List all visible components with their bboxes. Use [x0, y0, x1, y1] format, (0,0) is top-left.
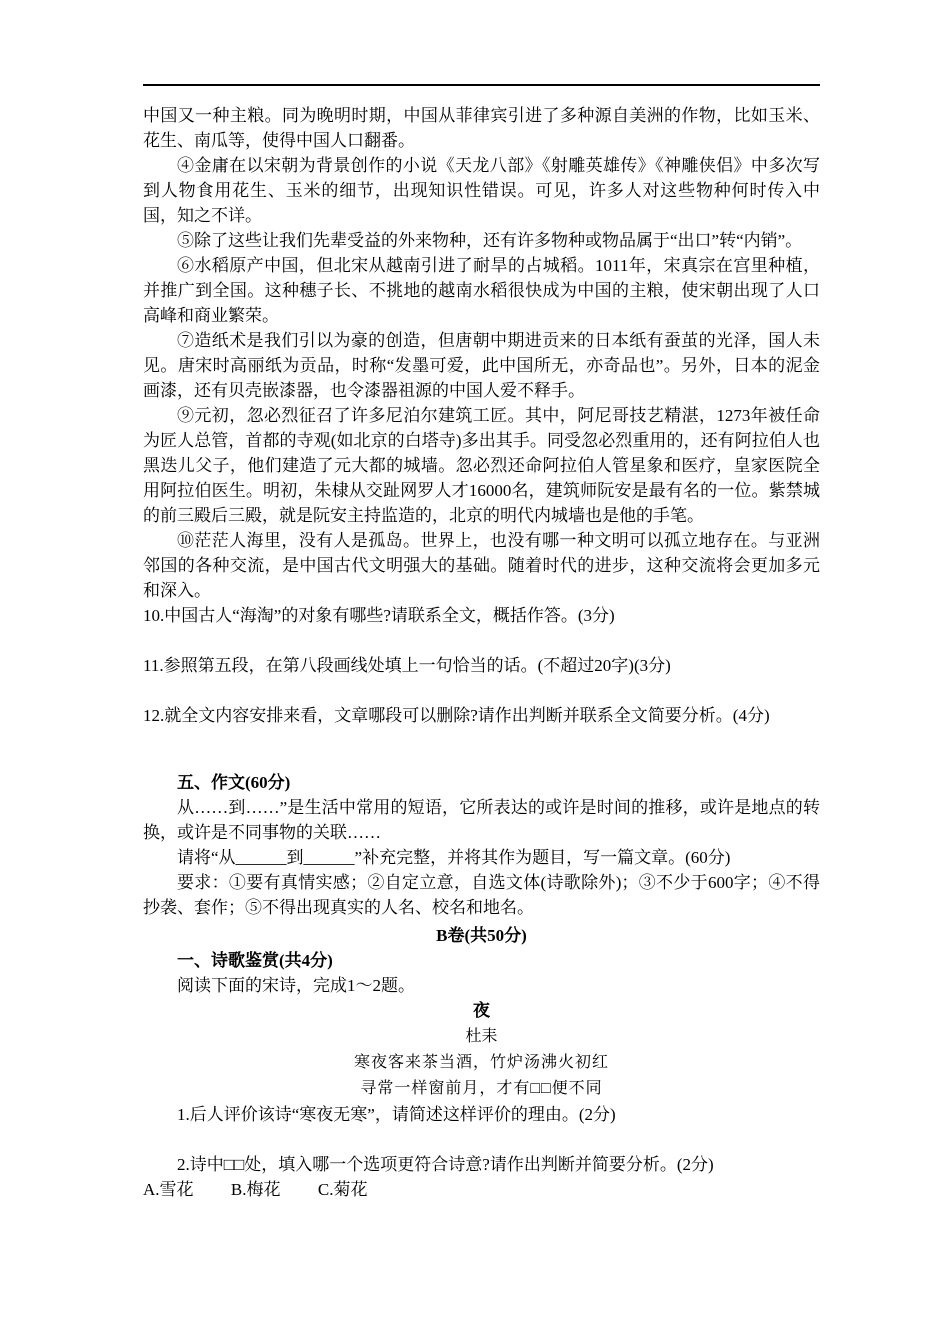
passage-paragraph-4: ④金庸在以宋朝为背景创作的小说《天龙八部》《射雕英雄传》《神雕侠侣》中多次写到人物食用花生、玉米的细节，出现知识性错误。可见，许多人对这些物种何时传入中国，知之不详。	[143, 156, 820, 225]
essay-section-heading: 五、作文(60分)	[177, 773, 291, 792]
answer-options	[143, 1177, 820, 1202]
poem-title: 夜	[473, 1001, 490, 1020]
passage-paragraph-7: ⑦造纸术是我们引以为豪的创造，但唐朝中期进贡来的日本纸有蚕茧的光泽，国人未见。唐宋时高丽纸为贡品，时称“发墨可爱，此中国所无，亦奇品也”。另外，日本的泥金画漆，还有贝壳嵌漆器，也令漆器祖源的中国人爱不释手。	[143, 331, 820, 400]
passage-paragraph-9: ⑨元初，忽必烈征召了许多尼泊尔建筑工匠。其中，阿尼哥技艺精湛，1273年被任命为匠人总管，首都的寺观(如北京的白塔寺)多出其手。同受忽必烈重用的，还有阿拉伯人也黑迭儿父子，他们建造了元大都的城墙。忽必烈还命阿拉伯人管星象和医疗，皇家医院全用阿拉伯医生。明初，朱棣从交趾网罗人才16000名，建筑师阮安是最有名的一位。紫禁城的前三殿后三殿，就是阮安主持监造的，北京的明代内城墙也是他的手笔。	[143, 406, 820, 525]
option-b: B.梅花	[230, 1180, 281, 1199]
section-b-header: B卷(共50分)	[436, 926, 527, 945]
option-c: C.菊花	[317, 1180, 368, 1199]
essay-requirements: 要求：①要有真情实感；②自定立意，自选文体(诗歌除外)；③不少于600字；④不得抄袭、套作；⑤不得出现真实的人名、校名和地名。	[143, 873, 820, 917]
exam-content	[143, 103, 820, 1202]
passage-paragraph-10: ⑩茫茫人海里，没有人是孤岛。世界上，也没有哪一种文明可以孤立地存在。与亚洲邻国的各种交流，是中国古代文明强大的基础。随着时代的进步，这种交流将会更加多元和深入。	[143, 531, 820, 600]
poem-line-1: 寒夜客来茶当酒，竹炉汤沸火初红	[353, 1054, 609, 1071]
passage-paragraph-5: ⑤除了这些让我们先辈受益的外来物种，还有许多物种或物品属于“出口”转“内销”。	[177, 231, 803, 250]
essay-instruction: 请将“从______到______”补充完整，并将其作为题目，写一篇文章。(60分)	[177, 848, 731, 867]
option-a: A.雪花	[143, 1180, 194, 1199]
question-10: 10.中国古人“海淘”的对象有哪些?请联系全文，概括作答。(3分)	[143, 606, 615, 625]
poem-author: 杜耒	[465, 1028, 498, 1045]
question-11: 11.参照第五段，在第八段画线处填上一句恰当的话。(不超过20字)(3分)	[143, 656, 671, 675]
passage-paragraph-6: ⑥水稻原产中国，但北宋从越南引进了耐旱的占城稻。1011年，宋真宗在宫里种植，并推广到全国。这种穗子长、不挑地的越南水稻很快成为中国的主粮，使宋朝出现了人口高峰和商业繁荣。	[143, 256, 820, 325]
passage-paragraph-continuation: 中国又一种主粮。同为晚明时期，中国从菲律宾引进了多种源自美洲的作物，比如玉米、花生、南瓜等，使得中国人口翻番。	[143, 106, 820, 150]
poem-line-2: 寻常一样窗前月，才有□□便不同	[360, 1080, 603, 1097]
poetry-question-1: 1.后人评价该诗“寒夜无寒”，请简述这样评价的理由。(2分)	[177, 1105, 616, 1124]
poetry-section-heading: 一、诗歌鉴赏(共4分)	[177, 951, 333, 970]
question-12: 12.就全文内容安排来看，文章哪段可以删除?请作出判断并联系全文简要分析。(4分)	[143, 706, 770, 725]
header-divider	[143, 84, 820, 86]
poetry-question-2: 2.诗中□□处，填入哪一个选项更符合诗意?请作出判断并简要分析。(2分)	[177, 1155, 714, 1174]
poetry-intro: 阅读下面的宋诗，完成1～2题。	[177, 976, 415, 995]
essay-intro: 从……到……”是生活中常用的短语，它所表达的或许是时间的推移，或许是地点的转换，或许是不同事物的关联……	[143, 798, 820, 842]
